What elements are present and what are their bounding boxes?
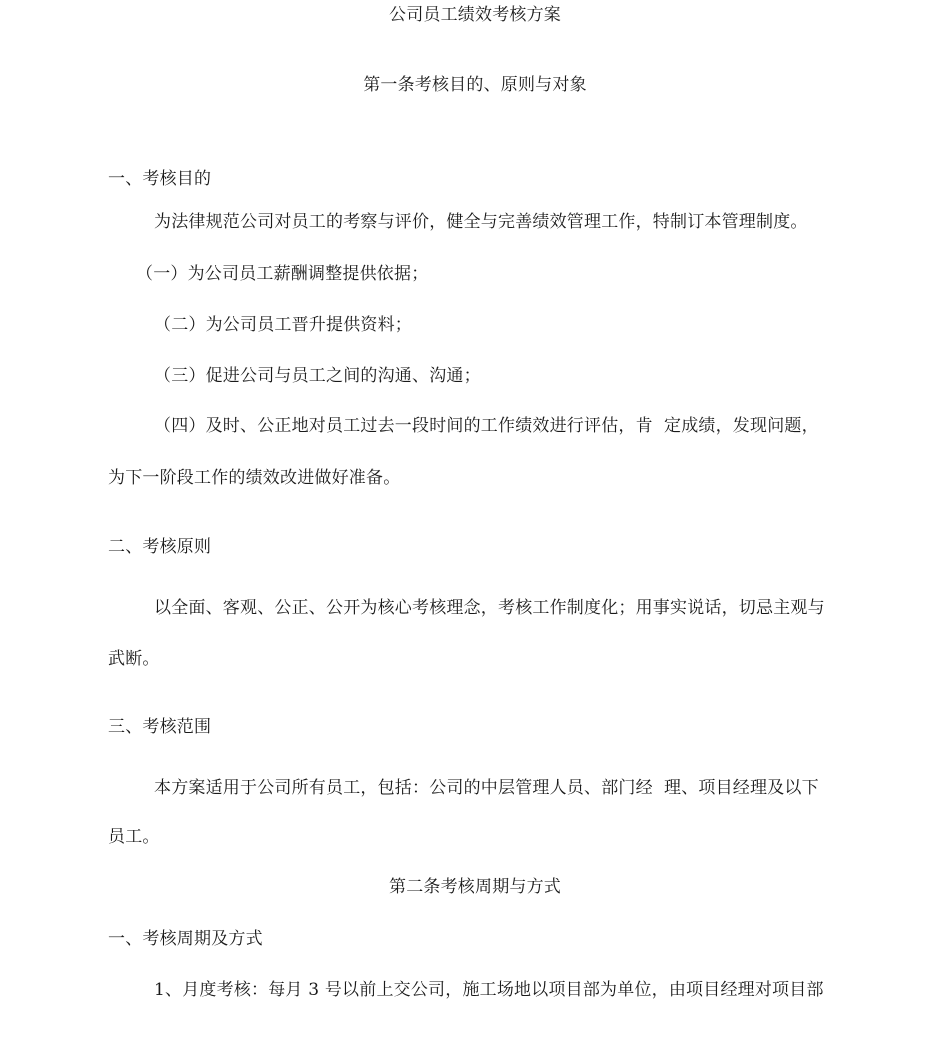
- article-1-heading: 第一条考核目的、原则与对象: [363, 75, 587, 95]
- section-1-item-1: （一）为公司员工薪酬调整提供依据；: [136, 264, 429, 284]
- section-1-intro: 为法律规范公司对员工的考察与评价，健全与完善绩效管理工作，特制订本管理制度。: [154, 212, 808, 232]
- article-2-heading: 第二条考核周期与方式: [389, 877, 561, 897]
- section-1-item-4-line-2: 为下一阶段工作的绩效改进做好准备。: [108, 468, 401, 488]
- section-1-item-3: （三）促进公司与员工之间的沟通、沟通；: [154, 366, 481, 386]
- section-2-heading: 二、考核原则: [108, 537, 212, 557]
- section-4-heading: 一、考核周期及方式: [108, 929, 263, 949]
- section-4-item-1-line-1: 1、月度考核：每月 3 号以前上交公司，施工场地以项目部为单位，由项目经理对项目部: [154, 980, 824, 1000]
- document-title: 公司员工绩效考核方案: [389, 5, 561, 25]
- section-2-body-line-1: 以全面、客观、公正、公开为核心考核理念，考核工作制度化；用事实说话，切忌主观与: [154, 598, 825, 618]
- section-2-body-line-2: 武断。: [108, 649, 160, 669]
- section-3-body-line-2: 员工。: [108, 827, 160, 847]
- section-3-heading: 三、考核范围: [108, 717, 212, 737]
- section-1-item-4-line-1: （四）及时、公正地对员工过去一段时间的工作绩效进行评估，肯 定成绩，发现问题，: [154, 416, 819, 436]
- section-3-body-line-1: 本方案适用于公司所有员工，包括：公司的中层管理人员、部门经 理、项目经理及以下: [154, 778, 819, 798]
- section-1-item-2: （二）为公司员工晋升提供资料；: [154, 315, 412, 335]
- section-1-heading: 一、考核目的: [108, 169, 212, 189]
